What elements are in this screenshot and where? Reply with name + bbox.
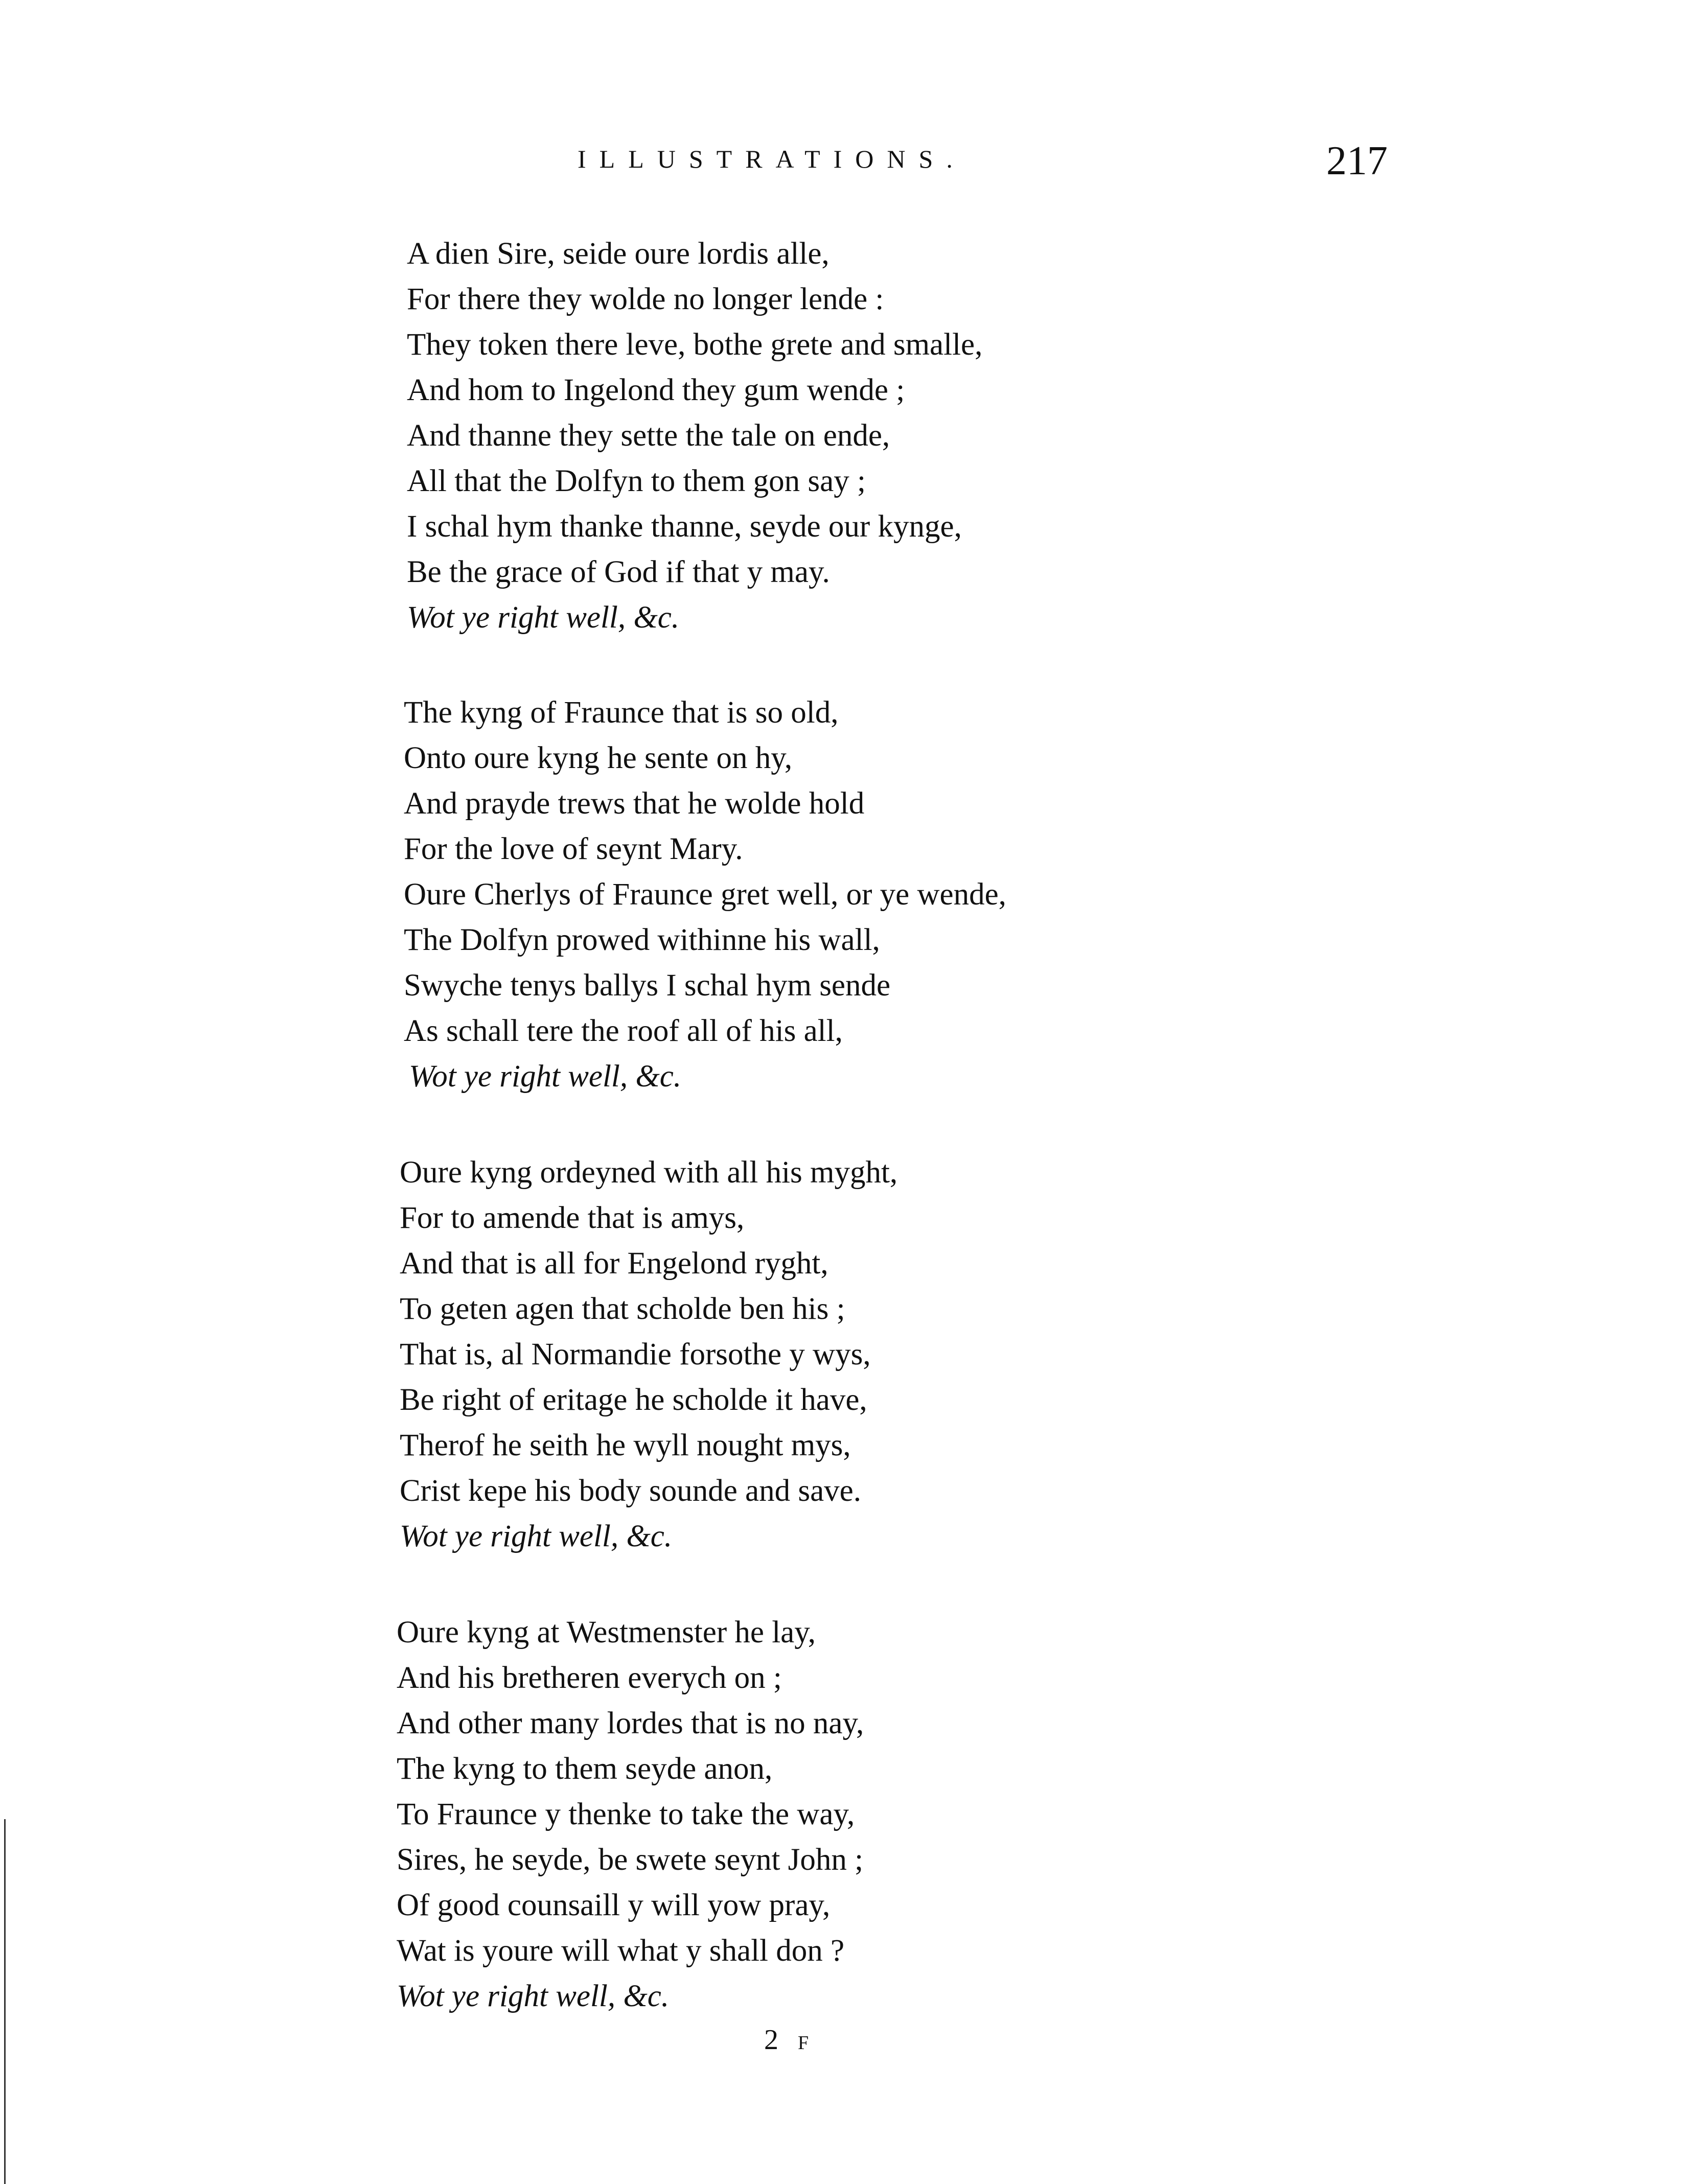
- verse-line: A dien Sire, seide oure lordis alle,: [407, 237, 830, 271]
- verse-line: The Dolfyn prowed withinne his wall,: [404, 923, 880, 957]
- verse-line: The kyng to them seyde anon,: [397, 1752, 773, 1786]
- verse-line: Onto oure kyng he sente on hy,: [404, 741, 793, 775]
- running-title: ILLUSTRATIONS.: [578, 145, 966, 173]
- verse-line: They token there leve, bothe grete and smalle,: [407, 328, 983, 362]
- verse-line: As schall tere the roof all of his all,: [404, 1014, 843, 1048]
- verse-line: And hom to Ingelond they gum wende ;: [407, 373, 905, 407]
- verse-line: For there they wolde no longer lende :: [407, 282, 884, 316]
- signature-number: 2: [764, 2024, 785, 2056]
- verse-line: Sires, he seyde, be swete seynt John ;: [397, 1843, 864, 1877]
- verse-line: Wat is youre will what y shall don ?: [397, 1934, 845, 1968]
- verse-line: Oure Cherlys of Fraunce gret well, or ye wende,: [404, 877, 1006, 912]
- verse-line: Swyche tenys ballys I schal hym sende: [404, 968, 891, 1003]
- verse-line: For the love of seynt Mary.: [404, 832, 743, 866]
- refrain-line: Wot ye right well, &c.: [409, 1059, 682, 1094]
- stanza: [400, 1150, 1269, 1559]
- verse-line: Be the grace of God if that y may.: [407, 555, 830, 589]
- stanza: [397, 1610, 1265, 2019]
- signature-letter: F: [798, 2032, 815, 2054]
- verse-line: And thanne they sette the tale on ende,: [407, 419, 890, 453]
- verse-line: And other many lordes that is no nay,: [397, 1706, 864, 1740]
- verse-line: And that is all for Engelond ryght,: [400, 1246, 828, 1281]
- verse-line: And prayde trews that he wolde hold: [404, 786, 865, 821]
- signature-mark: [764, 2024, 815, 2056]
- stanza: [404, 690, 1273, 1099]
- verse-line: Crist kepe his body sounde and save.: [400, 1474, 861, 1508]
- verse-line: Oure kyng ordeyned with all his myght,: [400, 1155, 898, 1190]
- verse-line: The kyng of Fraunce that is so old,: [404, 695, 839, 730]
- verse-line: And his bretheren everych on ;: [397, 1661, 782, 1695]
- verse-line: That is, al Normandie forsothe y wys,: [400, 1337, 871, 1372]
- verse-line: To geten agen that scholde ben his ;: [400, 1292, 845, 1326]
- verse-line: Therof he seith he wyll nought mys,: [400, 1428, 851, 1462]
- refrain-line: Wot ye right well, &c.: [397, 1979, 670, 2013]
- verse-line: For to amende that is amys,: [400, 1201, 745, 1235]
- refrain-line: Wot ye right well, &c.: [407, 600, 680, 635]
- verse-line: I schal hym thanke thanne, seyde our kynge,: [407, 509, 962, 544]
- verse-line: Oure kyng at Westmenster he lay,: [397, 1615, 816, 1649]
- verse-line: Of good counsaill y will yow pray,: [397, 1888, 831, 1922]
- verse-line: To Fraunce y thenke to take the way,: [397, 1797, 855, 1831]
- refrain-line: Wot ye right well, &c.: [400, 1519, 673, 1553]
- verse-line: Be right of eritage he scholde it have,: [400, 1383, 867, 1417]
- stanza: [407, 231, 1276, 640]
- verse-line: All that the Dolfyn to them gon say ;: [407, 464, 866, 498]
- page-number: 217: [1326, 138, 1388, 183]
- page-edge-line: [4, 1819, 6, 2184]
